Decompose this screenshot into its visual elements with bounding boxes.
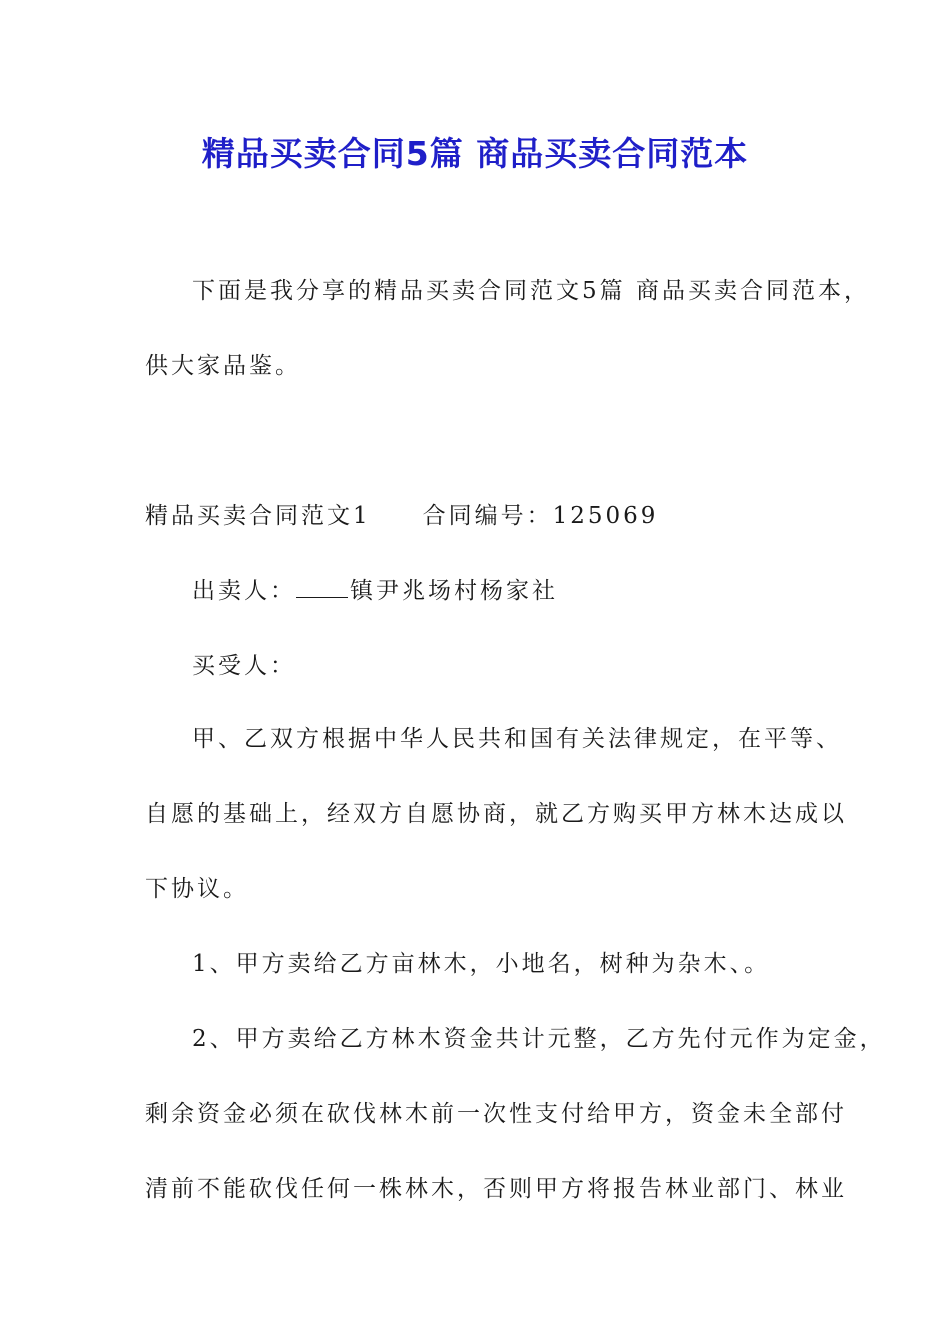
document-title: 精品买卖合同5篇 商品买卖合同范本 bbox=[201, 134, 749, 173]
section-heading: 精品买卖合同范文1 bbox=[145, 503, 371, 529]
paragraph-1-line-2: 自愿的基础上，经双方自愿协商，就乙方购买甲方林木达成以 bbox=[145, 801, 847, 827]
contract-number: 125069 bbox=[552, 503, 659, 529]
seller-label: 出卖人： bbox=[192, 578, 296, 604]
intro-line-2: 供大家品鉴。 bbox=[145, 353, 301, 379]
paragraph-1-line-1: 甲、乙双方根据中华人民共和国有关法律规定，在平等、 bbox=[192, 726, 842, 752]
paragraph-2-line-1: 1、甲方卖给乙方亩林木，小地名，树种为杂木、。 bbox=[192, 951, 771, 977]
paragraph-3-line-3: 清前不能砍伐任何一株林木，否则甲方将报告林业部门、林业 bbox=[145, 1176, 847, 1202]
intro-line-1: 下面是我分享的精品买卖合同范文5篇 商品买卖合同范本， bbox=[192, 278, 870, 304]
seller-blank-line bbox=[296, 579, 348, 598]
contract-number-label: 合同编号： bbox=[422, 503, 553, 529]
paragraph-3-line-1: 2、甲方卖给乙方林木资金共计元整，乙方先付元作为定金， bbox=[192, 1026, 886, 1052]
seller-row bbox=[192, 572, 558, 605]
seller-value: 镇尹兆场村杨家社 bbox=[350, 578, 558, 604]
section-heading-row bbox=[145, 497, 658, 530]
paragraph-1-line-3: 下协议。 bbox=[145, 876, 249, 902]
paragraph-3-line-2: 剩余资金必须在砍伐林木前一次性支付给甲方，资金未全部付 bbox=[145, 1101, 847, 1127]
buyer-label: 买受人： bbox=[192, 653, 296, 679]
